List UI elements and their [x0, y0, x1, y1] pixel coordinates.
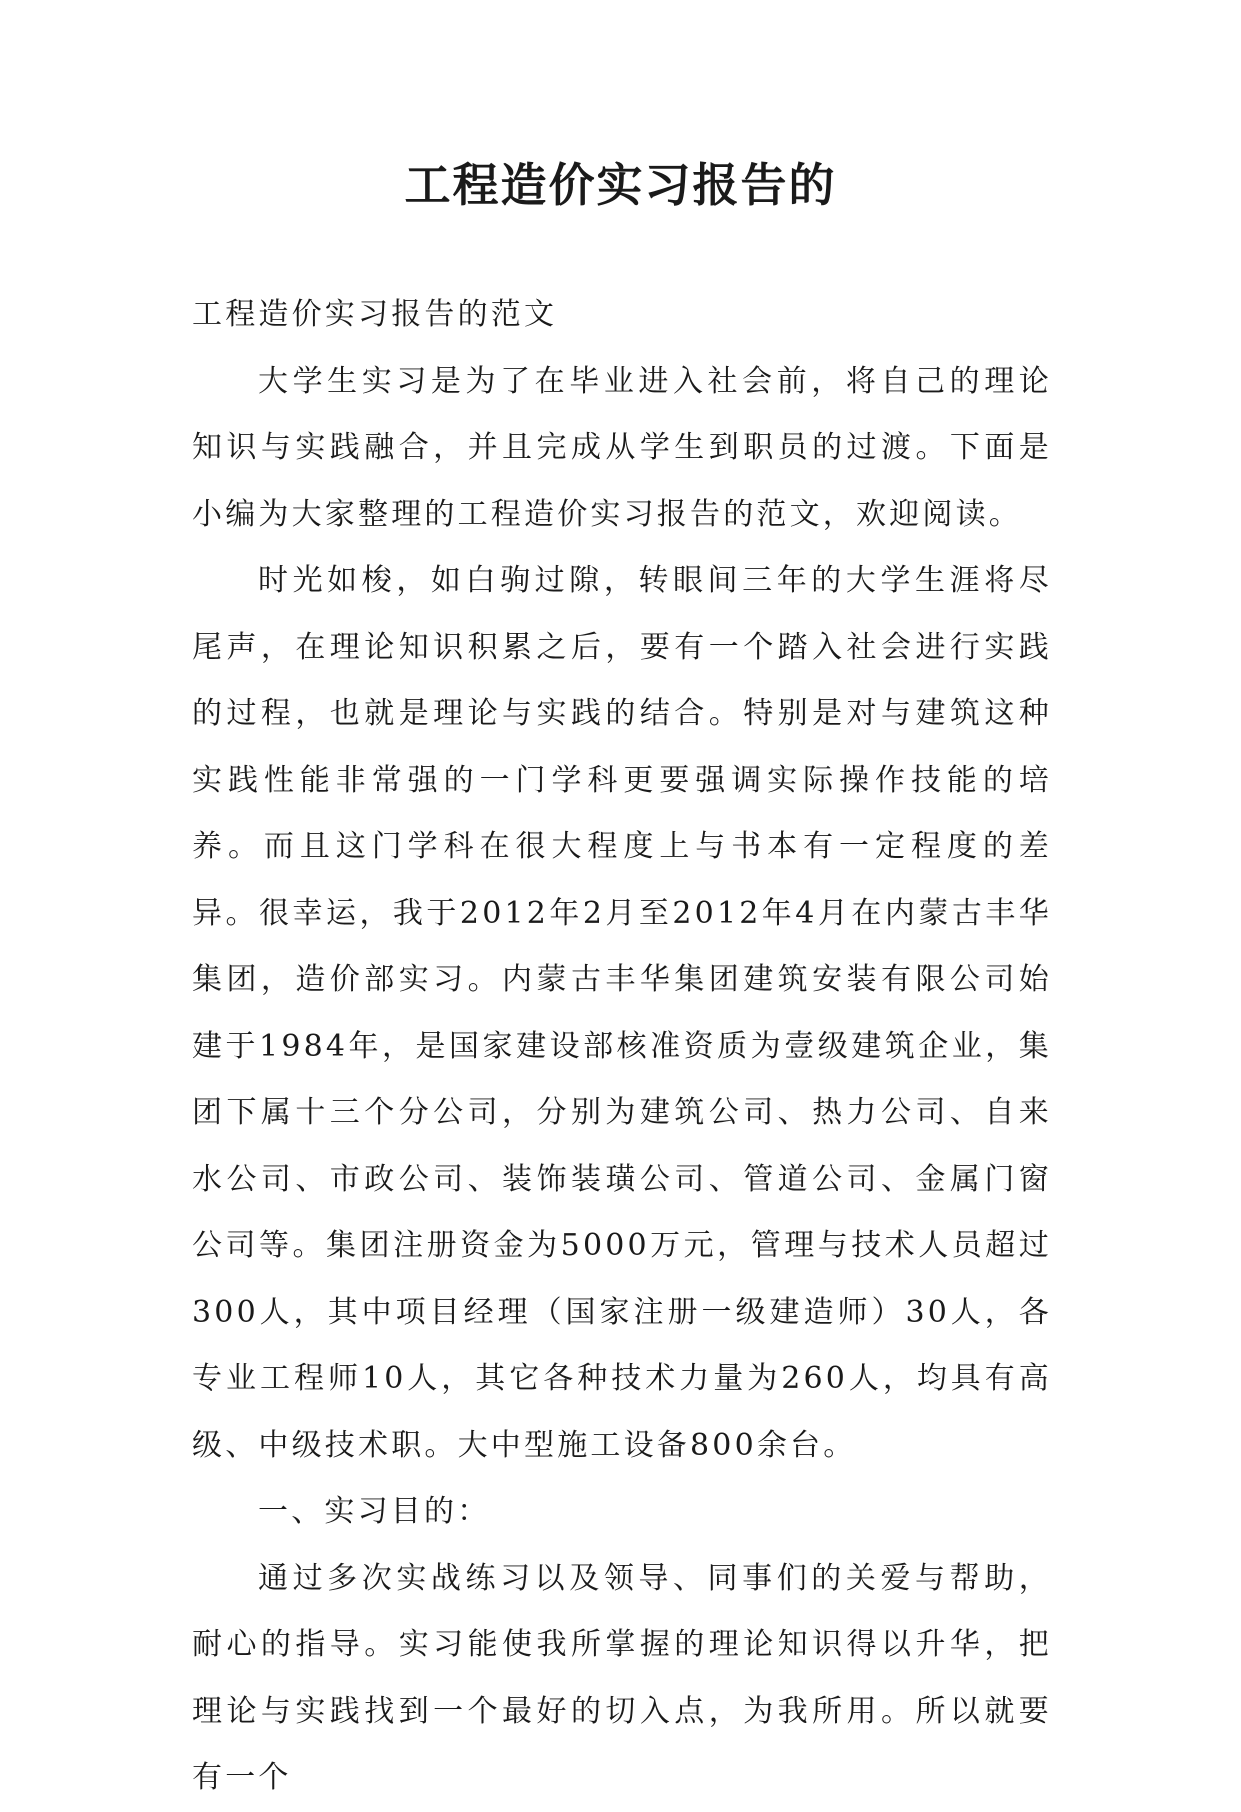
intro-paragraph: 大学生实习是为了在毕业进入社会前，将自己的理论知识与实践融合，并且完成从学生到职员的过渡。下面是小编为大家整理的工程造价实习报告的范文，欢迎阅读。: [192, 363, 1052, 532]
company-paragraph: 时光如梭，如白驹过隙，转眼间三年的大学生涯将尽尾声，在理论知识积累之后，要有一个踏入社会进行实践的过程，也就是理论与实践的结合。特别是对与建筑这种实践性能非常强的一门学科更要强调实际操作技能的培养。而且这门学科在很大程度上与书本有一定程度的差异。很幸运，我于2012年2月至2012年4月在内蒙古丰华集团，造价部实习。内蒙古丰华集团建筑安装有限公司始建于1984年，是国家建设部核准资质为壹级建筑企业，集团下属十三个分公司，分别为建筑公司、热力公司、自来水公司、市政公司、装饰装璜公司、管道公司、金属门窗公司等。集团注册资金为5000万元，管理与技术人员超过300人，其中项目经理（国家注册一级建造师）30人，各专业工程师10人，其它各种技术力量为260人，均具有高级、中级技术职。大中型施工设备800余台。: [192, 563, 1052, 1463]
subtitle-paragraph: 工程造价实习报告的范文: [192, 297, 558, 332]
purpose-paragraph: 通过多次实战练习以及领导、同事们的关爱与帮助，耐心的指导。实习能使我所掌握的理论知识得以升华，把理论与实践找到一个最好的切入点，为我所用。所以就要有一个: [192, 1560, 1052, 1795]
section-heading-purpose: 一、实习目的：: [258, 1494, 491, 1529]
document-body: [192, 282, 1052, 1812]
document-title: 工程造价实习报告的: [404, 158, 837, 212]
